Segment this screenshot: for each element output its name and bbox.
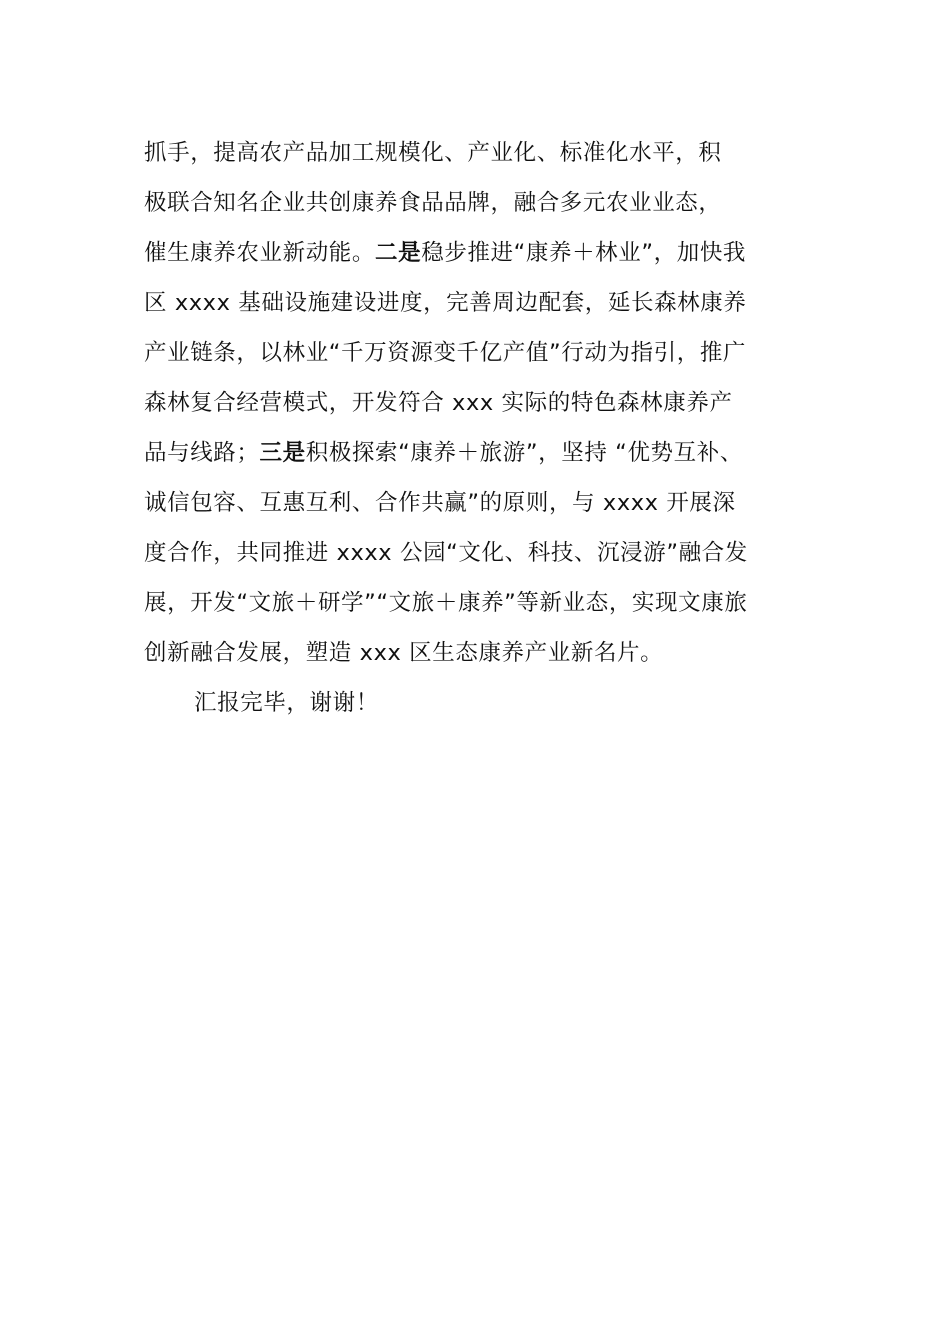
paragraph-line-7 <box>144 428 806 478</box>
paragraph-line-5 <box>144 328 806 378</box>
line-text: 产业链条，以林业“千万资源变千亿产值”行动为指引，推广 <box>144 340 747 366</box>
paragraph-line-4 <box>144 278 806 328</box>
line-text: 创新融合发展，塑造 xxx 区生态康养产业新名片。 <box>144 640 664 666</box>
line-text: 度合作，共同推进 xxxx 公园“文化、科技、沉浸游”融合发 <box>144 540 748 566</box>
line-text: 抓手，提高农产品加工规模化、产业化、标准化水平，积 <box>144 140 722 166</box>
line-text: 诚信包容、互惠互利、合作共赢”的原则，与 xxxx 开展深 <box>144 490 736 516</box>
line-text: 展，开发“文旅＋研学”“文旅＋康养”等新业态，实现文康旅 <box>144 590 748 616</box>
line-text: 稳步推进“康养＋林业”，加快我 <box>421 240 747 266</box>
paragraph-line-8 <box>144 478 806 528</box>
line-text: 极联合知名企业共创康养食品品牌，融合多元农业业态， <box>144 190 722 216</box>
paragraph-line-1 <box>144 128 806 178</box>
paragraph-line-10 <box>144 578 806 628</box>
body-paragraph <box>144 128 806 728</box>
paragraph-line-2 <box>144 178 806 228</box>
line-text: 积极探索“康养＋旅游”，坚持 “优势互补、 <box>305 440 743 466</box>
bold-marker-third: 三是 <box>259 440 306 466</box>
line-text: 品与线路； <box>144 440 260 466</box>
line-text: 催生康养农业新动能。 <box>144 240 376 266</box>
closing-text: 汇报完毕，谢谢！ <box>194 690 379 716</box>
bold-marker-second: 二是 <box>375 240 422 266</box>
line-text: 森林复合经营模式，开发符合 xxx 实际的特色森林康养产 <box>144 390 733 416</box>
paragraph-line-9 <box>144 528 806 578</box>
paragraph-line-3 <box>144 228 806 278</box>
closing-remark <box>144 678 806 728</box>
line-text: 区 xxxx 基础设施建设进度，完善周边配套，延长森林康养 <box>144 290 747 316</box>
paragraph-line-11 <box>144 628 806 678</box>
paragraph-line-6 <box>144 378 806 428</box>
